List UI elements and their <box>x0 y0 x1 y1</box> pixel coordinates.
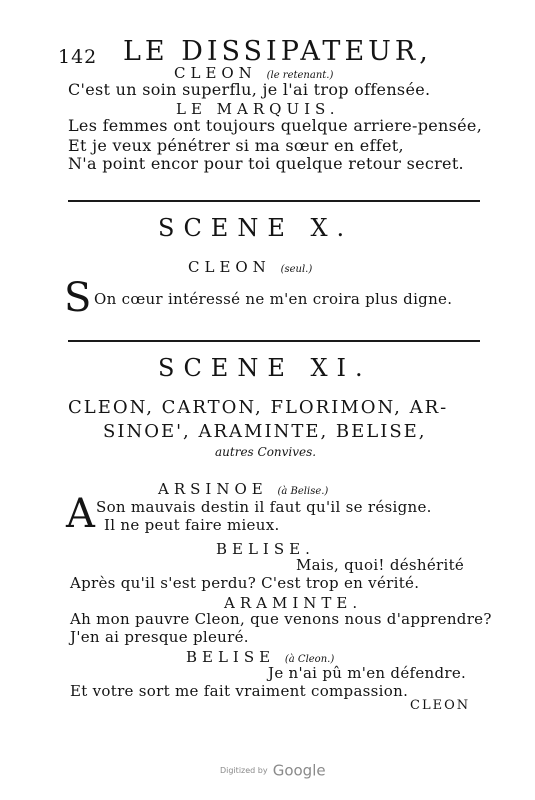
running-title: LE DISSIPATEUR, <box>123 36 432 67</box>
verse-line: Il ne peut faire mieux. <box>104 516 280 534</box>
verse-line: Ah mon pauvre Cleon, que venons nous d'apprendre? <box>70 610 492 628</box>
stage-direction: (à Belise.) <box>277 486 329 497</box>
cast-list: SINOE', ARAMINTE, BELISE, <box>103 421 427 442</box>
stage-direction: (seul.) <box>280 264 313 275</box>
verse-line: Les femmes ont toujours quelque arriere-pensée, <box>68 116 483 135</box>
verse-line: Je n'ai pû m'en défendre. <box>268 664 467 682</box>
page-number: 142 <box>58 46 98 68</box>
cast-list: CLEON, CARTON, FLORIMON, AR- <box>68 397 449 418</box>
verse-line: Son mauvais destin il faut qu'il se résigne. <box>96 498 432 516</box>
verse-line: Mais, quoi! déshérité <box>296 556 465 574</box>
digitized-label: Digitized by <box>220 766 268 775</box>
speaker-belise: BELISE. <box>216 540 315 558</box>
drop-capital: A <box>66 491 95 537</box>
verse-line: Après qu'il s'est perdu? C'est trop en vérité. <box>70 574 420 592</box>
catchword: CLEON <box>410 698 471 713</box>
verse-line: On cœur intéressé ne m'en croira plus digne. <box>94 290 453 308</box>
stage-direction: (le retenant.) <box>266 70 334 81</box>
section-rule <box>68 340 480 342</box>
scene-title: SCENE X. <box>158 214 354 242</box>
verse-line: Et je veux pénétrer si ma sœur en effet, <box>68 136 404 155</box>
speaker-marquis: LE MARQUIS. <box>176 100 340 118</box>
drop-capital: S <box>64 275 92 321</box>
section-rule <box>68 200 480 202</box>
speaker-name: ARSINOE <box>158 480 268 498</box>
verse-line: Et votre sort me fait vraiment compassion. <box>70 682 409 700</box>
google-logo: Google <box>272 761 326 780</box>
scene-title: SCENE XI. <box>158 354 372 382</box>
speaker-name: CLEON <box>188 258 271 276</box>
cast-note: autres Convives. <box>215 445 317 459</box>
speaker-araminte: ARAMINTE. <box>224 594 363 612</box>
verse-line: C'est un soin superflu, je l'ai trop offensée. <box>68 80 431 99</box>
speaker-name: CLEON <box>174 64 257 82</box>
speaker-cleon <box>188 258 312 276</box>
verse-line: N'a point encor pour toi quelque retour secret. <box>68 154 464 173</box>
speaker-arsinoe <box>158 480 328 498</box>
stage-direction: (à Cleon.) <box>284 654 335 665</box>
digitized-watermark <box>220 760 326 780</box>
speaker-name: BELISE <box>186 648 276 666</box>
verse-line: J'en ai presque pleuré. <box>70 628 249 646</box>
